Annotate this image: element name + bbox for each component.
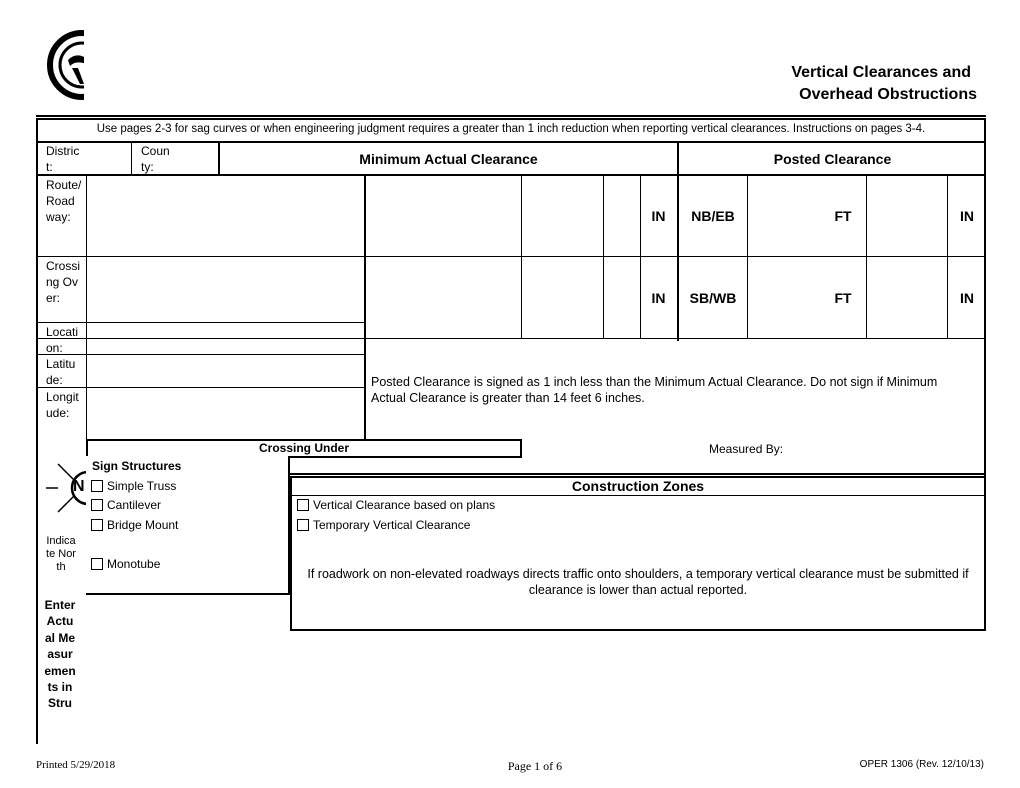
latitude-label: Latitude: xyxy=(46,357,76,387)
instructions-text: Use pages 2-3 for sag curves or when engineering judgment requires a greater than 1 inch reduction when reporting vertical clearances. Instructions on pages 3-4. xyxy=(96,123,926,135)
posted-in-input-2[interactable] xyxy=(868,258,946,337)
posted-ft-unit-1: FT xyxy=(834,208,852,224)
posted-clearance-note: Posted Clearance is signed as 1 inch less than the Minimum Actual Clearance. Do not sign if Minimum Actual Clearance is greater than 14 feet 6 inches. xyxy=(371,375,938,405)
header-rule xyxy=(36,115,986,117)
posted-clearance-heading: Posted Clearance xyxy=(773,151,892,167)
sign-option-cantilever[interactable] xyxy=(91,497,161,513)
location-label: Location: xyxy=(46,325,79,355)
sign-option-label: Bridge Mount xyxy=(107,518,179,532)
enter-measurements-note: Enter Actual Measurements in Stru xyxy=(44,598,76,711)
min-in-unit-1: IN xyxy=(651,208,666,224)
posted-ft-input-1[interactable] xyxy=(749,177,819,255)
posted-dir-nb-eb: NB/EB xyxy=(691,208,735,224)
min-clearance-heading: Minimum Actual Clearance xyxy=(359,151,538,167)
route-input[interactable] xyxy=(88,177,362,255)
title-line-1: Vertical Clearances and xyxy=(791,64,971,81)
construction-option-label: Vertical Clearance based on plans xyxy=(313,498,496,512)
agency-seal-icon xyxy=(46,30,86,100)
posted-dir-sb-wb: SB/WB xyxy=(689,290,737,306)
measured-by-input[interactable] xyxy=(800,440,980,472)
sign-structures-heading: Sign Structures xyxy=(92,459,182,473)
location-input[interactable] xyxy=(88,324,362,354)
sign-option-bridge-mount[interactable] xyxy=(91,517,178,533)
sign-option-label: Simple Truss xyxy=(107,479,177,493)
sign-option-label: Monotube xyxy=(107,557,161,571)
north-letter: N xyxy=(73,478,85,495)
crossing-over-input[interactable] xyxy=(88,258,362,320)
checkbox-simple-truss[interactable] xyxy=(91,480,103,492)
north-arrow-icon xyxy=(44,456,88,536)
checkbox-bridge-mount[interactable] xyxy=(91,519,103,531)
crossing-over-label: Crossing Over: xyxy=(46,259,81,305)
footer-form-number: OPER 1306 (Rev. 12/10/13) xyxy=(859,759,984,770)
min-in-unit-2: IN xyxy=(651,290,666,306)
footer-printed-date: Printed 5/29/2018 xyxy=(36,759,116,771)
posted-in-unit-2: IN xyxy=(960,290,974,306)
district-label: District: xyxy=(46,144,80,174)
county-input[interactable] xyxy=(176,145,216,171)
construction-note: If roadwork on non-elevated roadways directs traffic onto shoulders, a temporary vertical clearance must be submitted if clearance is lower than actual reported. xyxy=(307,567,969,597)
longitude-label: Longitude: xyxy=(46,390,79,420)
longitude-input[interactable] xyxy=(88,389,362,437)
min-clearance-ft-input-1[interactable] xyxy=(367,177,519,255)
county-label: County: xyxy=(141,144,170,174)
sign-option-monotube[interactable] xyxy=(91,556,160,572)
checkbox-cantilever[interactable] xyxy=(91,499,103,511)
district-input[interactable] xyxy=(90,145,128,171)
sign-option-simple-truss[interactable] xyxy=(91,478,176,494)
construction-option-plans[interactable] xyxy=(297,497,495,513)
min-clearance-in-input-2[interactable] xyxy=(523,258,601,337)
title-line-2: Overhead Obstructions xyxy=(799,86,977,103)
construction-option-label: Temporary Vertical Clearance xyxy=(313,518,471,532)
construction-option-temporary[interactable] xyxy=(297,517,470,533)
checkbox-vertical-clearance-plans[interactable] xyxy=(297,499,309,511)
crossing-under-heading: Crossing Under xyxy=(258,441,349,455)
checkbox-temporary-clearance[interactable] xyxy=(297,519,309,531)
page-title xyxy=(700,62,977,106)
indicate-north-label: Indicate North xyxy=(46,535,76,573)
min-clearance-ft-input-2[interactable] xyxy=(367,258,519,337)
footer-page-number: Page 1 of 6 xyxy=(507,759,563,773)
sign-option-label: Cantilever xyxy=(107,498,162,512)
posted-ft-unit-2: FT xyxy=(834,290,852,306)
route-label: Route/Roadway: xyxy=(46,178,82,224)
latitude-input[interactable] xyxy=(88,356,362,386)
posted-ft-input-2[interactable] xyxy=(749,258,819,337)
measured-by-label: Measured By: xyxy=(709,442,784,456)
checkbox-monotube[interactable] xyxy=(91,558,103,570)
posted-in-input-1[interactable] xyxy=(868,177,946,255)
construction-zones-heading: Construction Zones xyxy=(571,478,705,494)
min-clearance-in-input-1[interactable] xyxy=(523,177,601,255)
posted-in-unit-1: IN xyxy=(960,208,974,224)
